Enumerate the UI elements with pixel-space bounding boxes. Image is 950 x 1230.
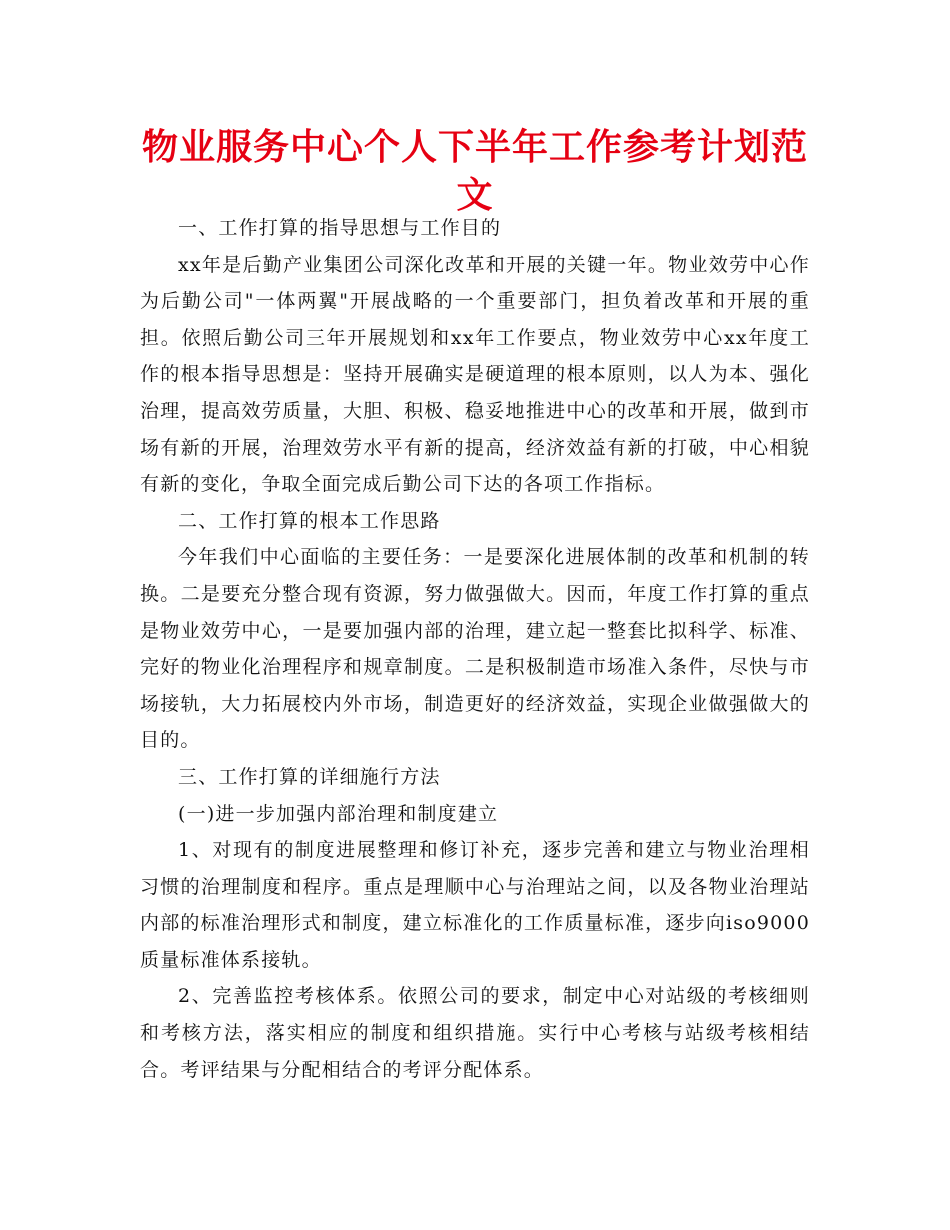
subsection-heading-1: (一)进一步加强内部治理和制度建立 xyxy=(178,802,499,825)
paragraph-item-2: 2、完善监控考核体系。依照公司的要求，制定中心对站级的考核细则和考核方法，落实相应的制度和组织措施。实行中心考核与站级考核相结合。考评结果与分配相结合的考评分配体系。 xyxy=(140,985,810,1081)
paragraph-work-approach: 今年我们中心面临的主要任务：一是要深化进展体制的改革和机制的转换。二是要充分整合现有资源，努力做强做大。因而，年度工作打算的重点是物业效劳中心，一是要加强内部的治理，建立起一整套比拟科学、标准、完好的物业化治理程序和规章制度。二是积极制造市场准入条件，尽快与市场接轨，大力拓展校内外市场，制造更好的经济效益，实现企业做强做大的目的。 xyxy=(140,546,810,752)
paragraph-guiding-ideology: xx年是后勤产业集团公司深化改革和开展的关键一年。物业效劳中心作为后勤公司"一体两翼"开展战略的一个重要部门，担负着改革和开展的重担。依照后勤公司三年开展规划和xx年工作要点，物业效劳中心xx年度工作的根本指导思想是：坚持开展确实是硬道理的根本原则，以人为本、强化治理，提高效劳质量，大胆、积极、稳妥地推进中心的改革和开展，做到市场有新的开展，治理效劳水平有新的提高，经济效益有新的打破，中心相貌有新的变化，争取全面完成后勤公司下达的各项工作指标。 xyxy=(140,253,810,496)
document-title: 物业服务中心个人下半年工作参考计划范文 xyxy=(141,127,808,216)
section-heading-1: 一、工作打算的指导思想与工作目的 xyxy=(178,217,502,239)
paragraph-item-1: 1、对现有的制度进展整理和修订补充，逐步完善和建立与物业治理相习惯的治理制度和程序。重点是理顺中心与治理站之间，以及各物业治理站内部的标准治理形式和制度，建立标准化的工作质量标准，逐步向iso9000质量标准体系接轨。 xyxy=(140,839,810,971)
document-body xyxy=(140,210,810,1088)
section-heading-2: 二、工作打算的根本工作思路 xyxy=(178,509,441,532)
section-heading-3: 三、工作打算的详细施行方法 xyxy=(178,765,441,788)
